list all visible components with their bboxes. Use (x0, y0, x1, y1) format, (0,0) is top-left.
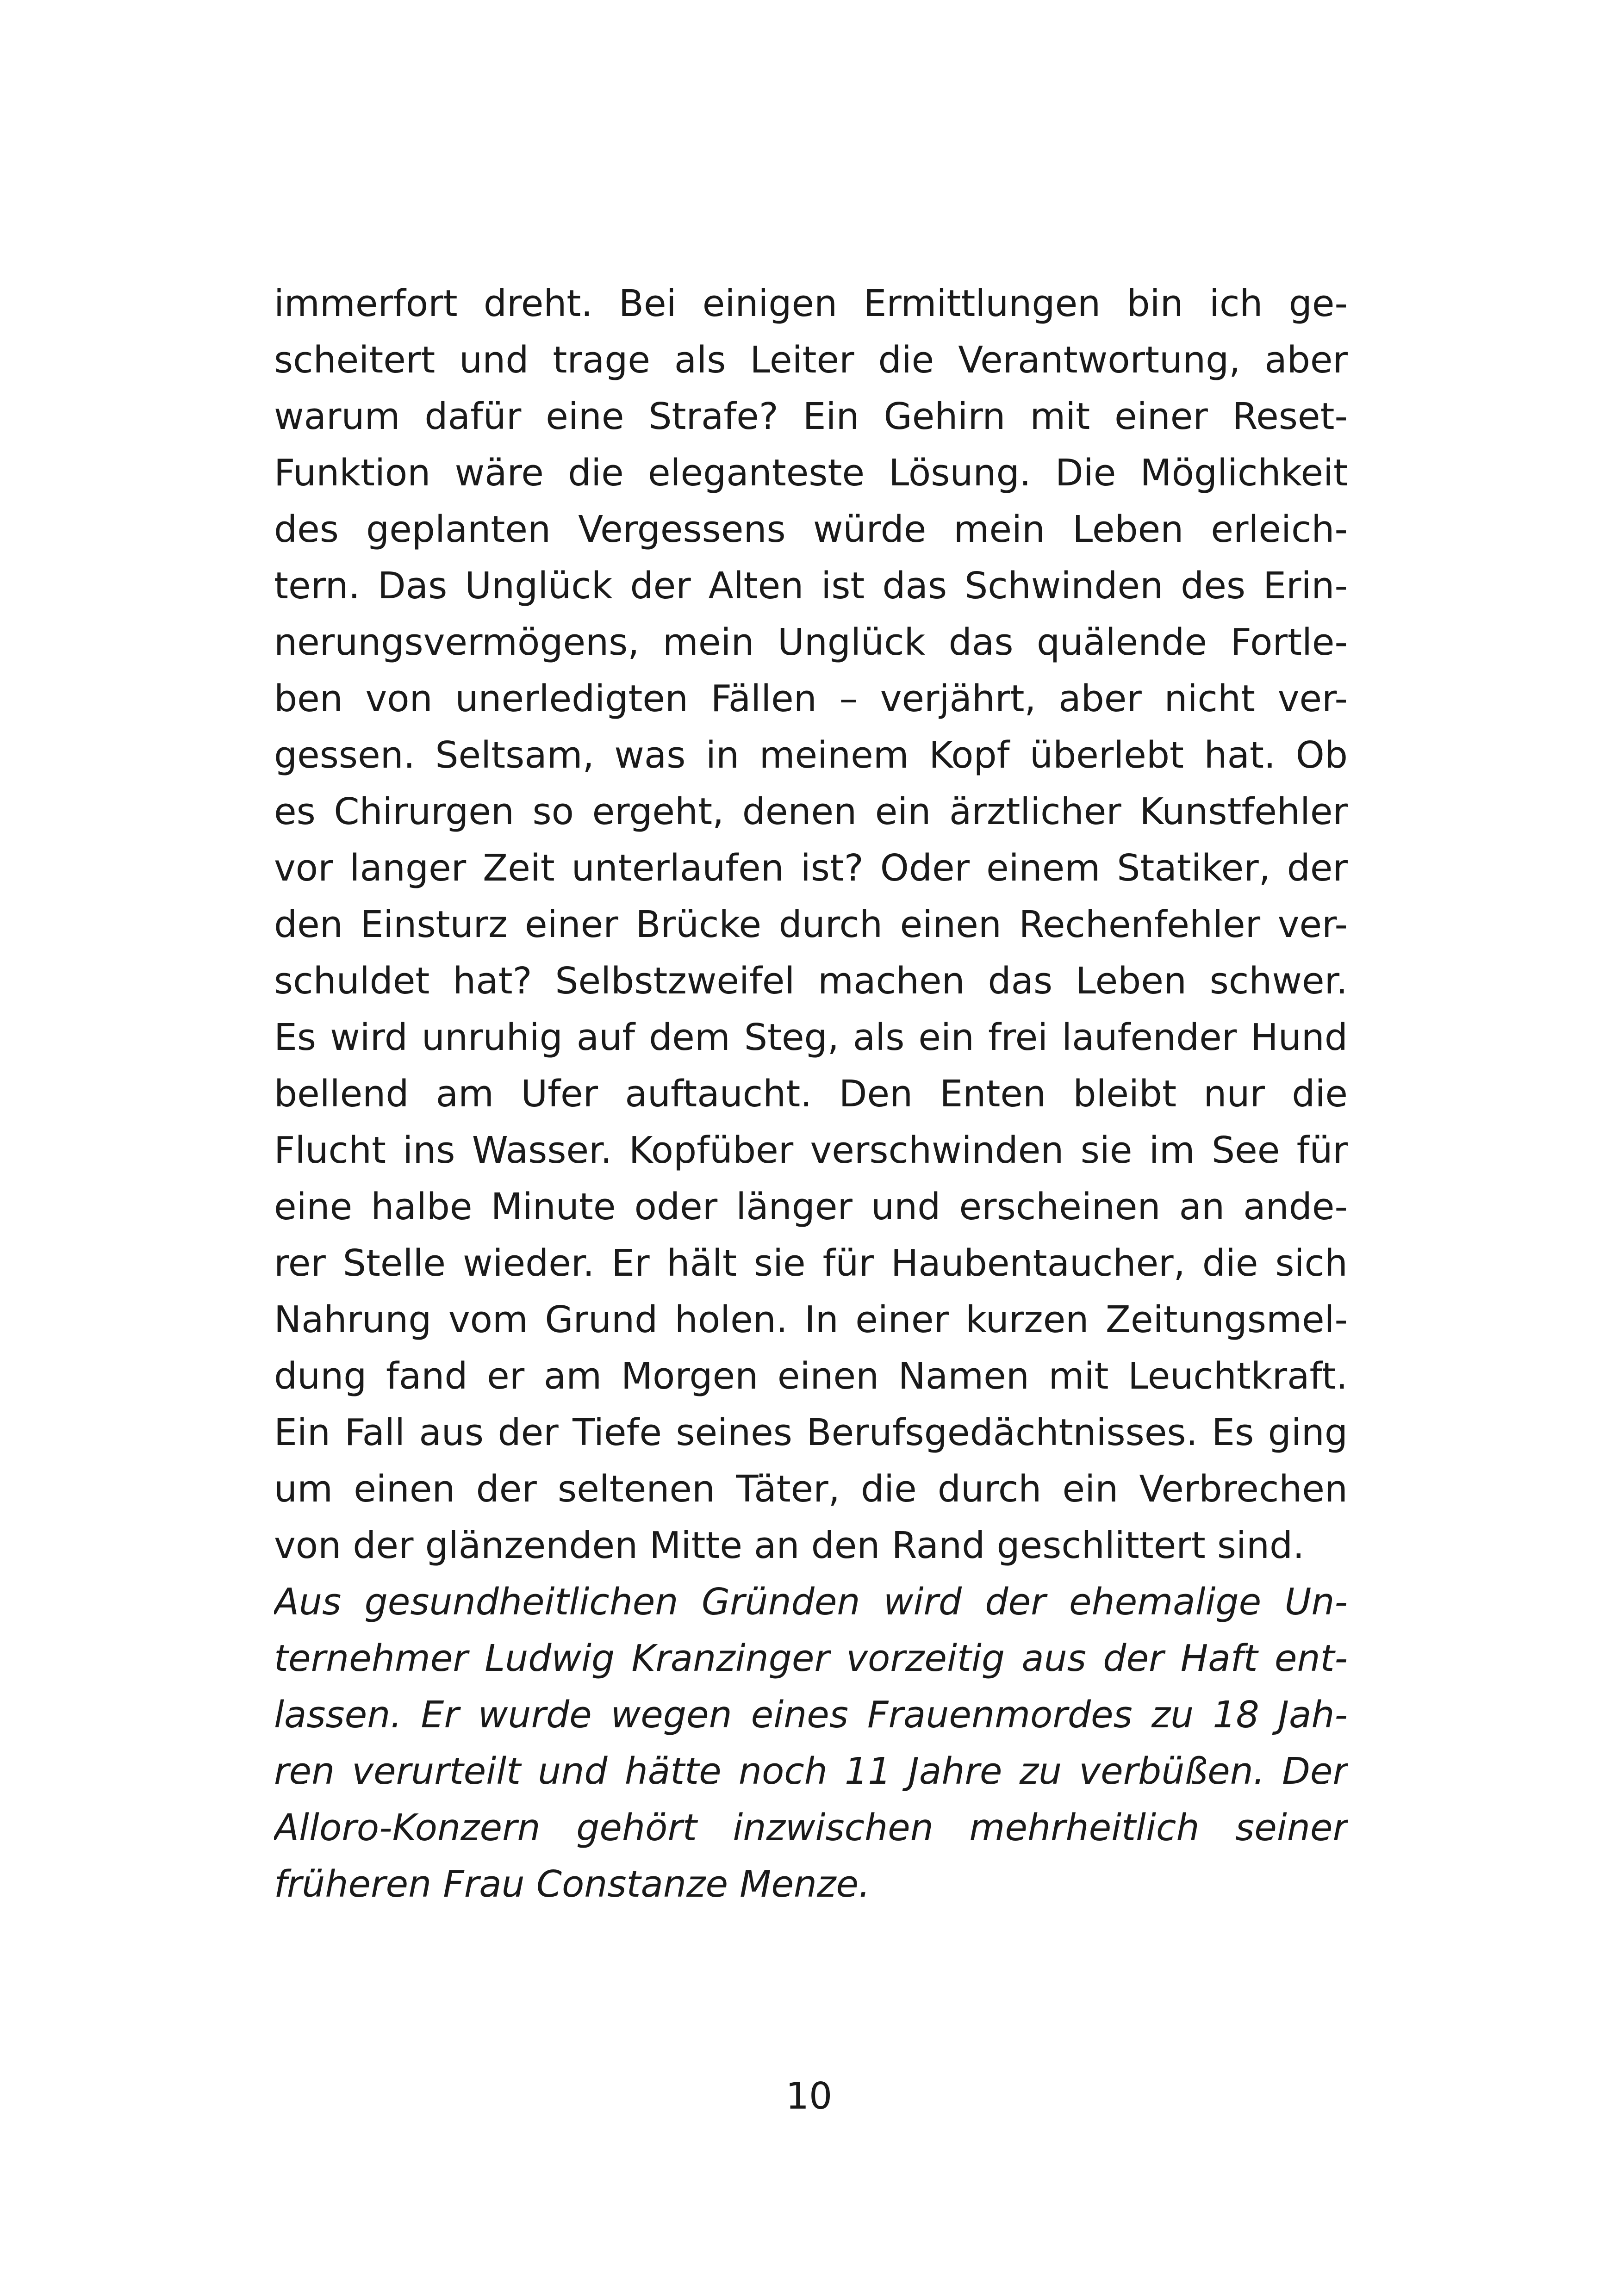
text-line: Es wird unruhig auf dem Steg, als ein frei laufender Hund (274, 1016, 1348, 1059)
text-line: von der glänzenden Mitte an den Rand geschlittert sind. (274, 1524, 1305, 1567)
text-line: rer Stelle wieder. Er hält sie für Haubentaucher, die sich (274, 1242, 1348, 1285)
text-line: bellend am Ufer auftaucht. Den Enten bleibt nur die (274, 1073, 1348, 1115)
text-line: tern. Das Unglück der Alten ist das Schwinden des Erin- (274, 565, 1348, 607)
text-line: Funktion wäre die eleganteste Lösung. Die Möglichkeit (274, 452, 1348, 494)
news-quote-line: Alloro-Konzern gehört inzwischen mehrheitlich seiner (274, 1806, 1348, 1849)
text-line: eine halbe Minute oder länger und erscheinen an ande- (274, 1185, 1348, 1228)
text-line: Flucht ins Wasser. Kopfüber verschwinden sie im See für (274, 1129, 1348, 1172)
news-quote-line: früheren Frau Constanze Menze. (274, 1863, 871, 1905)
text-line: immerfort dreht. Bei einigen Ermittlungen bin ich ge- (274, 282, 1348, 325)
text-line: schuldet hat? Selbstzweifel machen das Leben schwer. (274, 960, 1348, 1002)
news-quote-line: ren verurteilt und hätte noch 11 Jahre zu verbüßen. Der (274, 1750, 1348, 1793)
text-line: gessen. Seltsam, was in meinem Kopf überlebt hat. Ob (274, 734, 1348, 776)
text-line: den Einsturz einer Brücke durch einen Rechenfehler ver- (274, 903, 1348, 946)
text-line: es Chirurgen so ergeht, denen ein ärztlicher Kunstfehler (274, 790, 1348, 833)
text-line: des geplanten Vergessens würde mein Leben erleich- (274, 508, 1348, 551)
news-quote-line: Aus gesundheitlichen Gründen wird der ehemalige Un- (274, 1581, 1348, 1623)
text-line: vor langer Zeit unterlaufen ist? Oder einem Statiker, der (274, 847, 1348, 889)
text-line: Nahrung vom Grund holen. In einer kurzen Zeitungsmel- (274, 1298, 1348, 1341)
text-line: nerungsvermögens, mein Unglück das quälende Fortle- (274, 621, 1348, 664)
text-line: warum dafür eine Strafe? Ein Gehirn mit einer Reset- (274, 395, 1348, 438)
text-line: um einen der seltenen Täter, die durch ein Verbrechen (274, 1468, 1348, 1510)
news-quote-line: ternehmer Ludwig Kranzinger vorzeitig aus der Haft ent- (274, 1637, 1348, 1680)
text-line: scheitert und trage als Leiter die Verantwortung, aber (274, 339, 1348, 381)
body-text (274, 275, 1348, 1912)
text-line: Ein Fall aus der Tiefe seines Berufsgedächtnisses. Es ging (274, 1411, 1348, 1454)
page-number: 10 (785, 2075, 833, 2117)
news-quote-line: lassen. Er wurde wegen eines Frauenmordes zu 18 Jah- (274, 1694, 1348, 1736)
text-line: dung fand er am Morgen einen Namen mit Leuchtkraft. (274, 1355, 1348, 1397)
text-line: ben von unerledigten Fällen – verjährt, aber nicht ver- (274, 677, 1348, 720)
